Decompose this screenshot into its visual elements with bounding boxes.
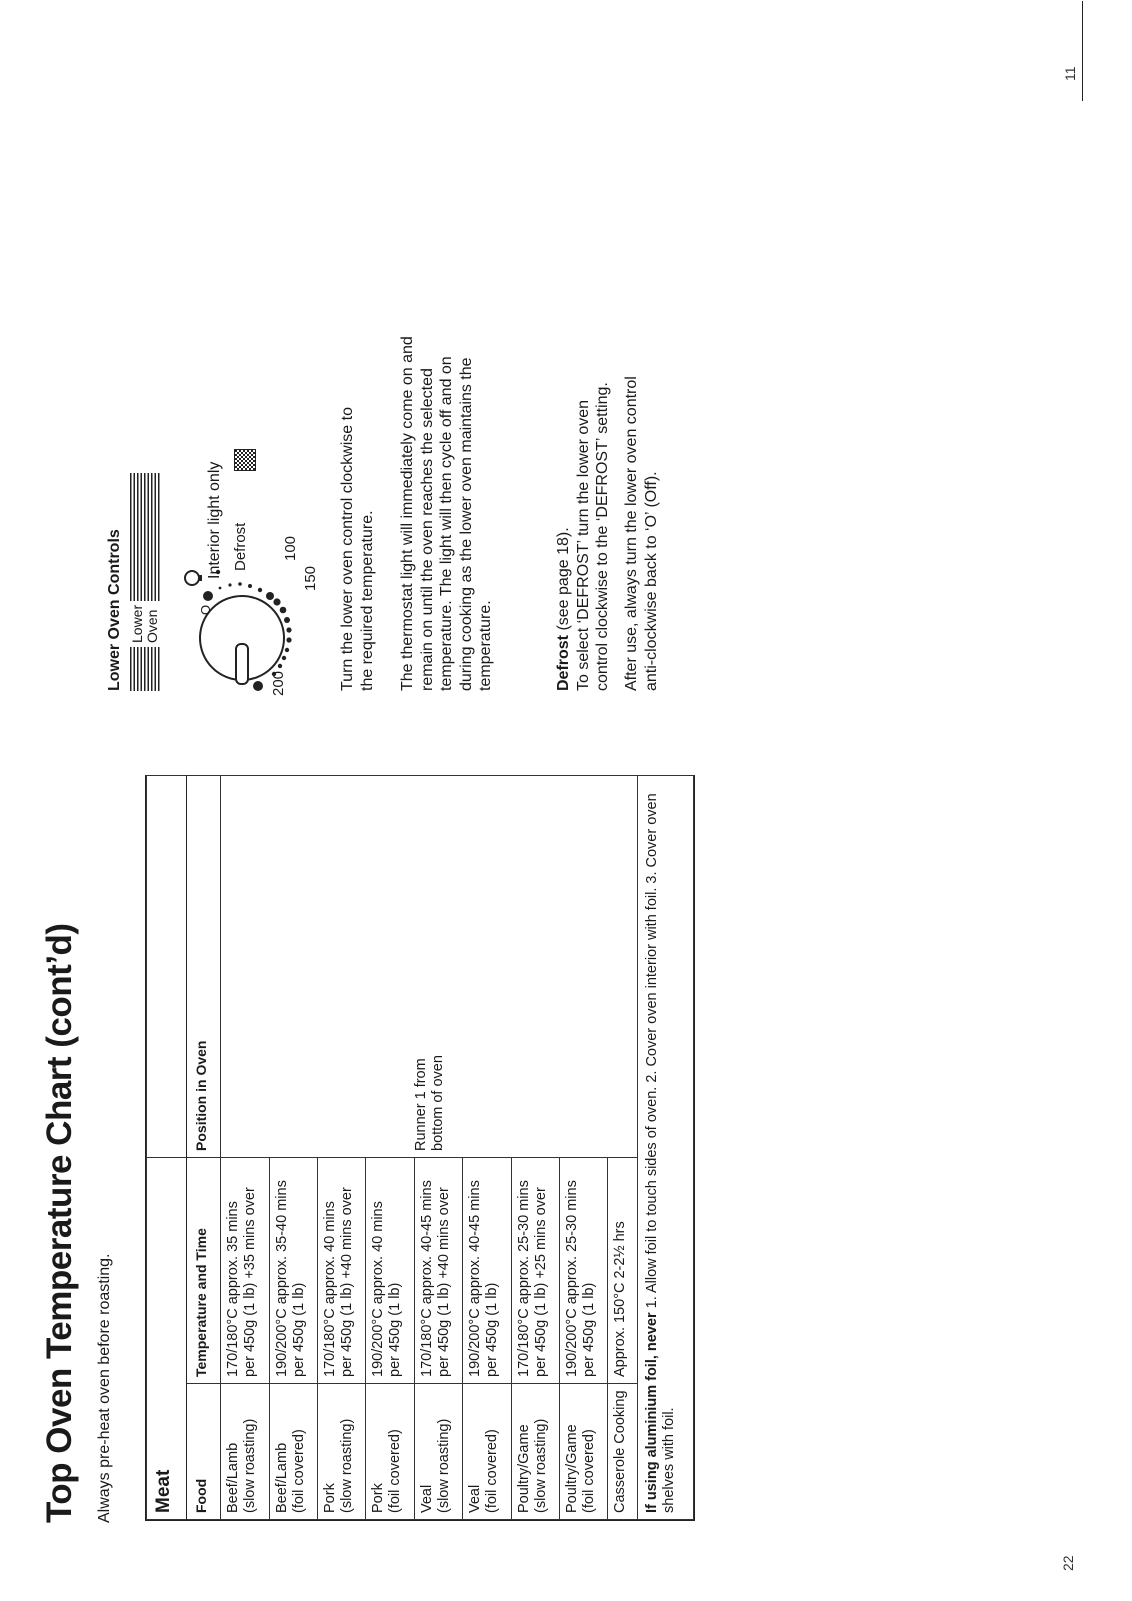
lower-oven-label: Lower Oven xyxy=(129,604,160,643)
header-temp: Temperature and Time xyxy=(187,1157,221,1383)
bulb-icon xyxy=(185,571,199,585)
temperature-chart xyxy=(145,775,695,1521)
footnote-bold: If using aluminium foil, never xyxy=(644,1312,661,1513)
food-cell: Pork (foil covered) xyxy=(366,1384,414,1520)
footnote-row xyxy=(638,775,694,1519)
defrost-heading: Defrost xyxy=(555,634,572,691)
temp-cell: Approx. 150°C 2-2½ hrs xyxy=(608,1157,638,1383)
dial-zero-label: O xyxy=(198,604,213,615)
defrost-paragraph xyxy=(554,371,613,691)
food-cell: Beef/Lamb (slow roasting) xyxy=(221,1384,269,1520)
lower-oven-heading: Lower Oven Controls xyxy=(106,529,123,691)
food-cell: Pork (slow roasting) xyxy=(317,1384,365,1520)
page-number-right: 11 xyxy=(1062,66,1078,81)
page-title: Top Oven Temperature Chart (cont’d) xyxy=(40,923,79,1523)
food-cell: Veal (slow roasting) xyxy=(414,1384,462,1520)
section-title-blank xyxy=(147,775,187,1157)
dial-top-dot xyxy=(203,591,213,601)
food-cell: Poultry/Game (slow roasting) xyxy=(511,1384,559,1520)
temp-cell: 170/180°C approx. 35 mins per 450g (1 lb) +35 mins over xyxy=(221,1157,269,1383)
intro-text: Always pre-heat oven before roasting. xyxy=(96,1253,113,1523)
dial-left-dot xyxy=(253,681,263,691)
chart-table xyxy=(146,775,694,1520)
header-row xyxy=(187,775,221,1519)
temp-cell: 190/200°C approx. 25-30 mins per 450g (1 lb) xyxy=(559,1157,607,1383)
table-row xyxy=(221,775,269,1519)
temp-cell: 190/200°C approx. 35-40 mins per 450g (1 lb) xyxy=(269,1157,317,1383)
dial-label-100: 100 xyxy=(282,535,299,561)
header-food: Food xyxy=(187,1384,221,1520)
stripe-bars-left xyxy=(130,647,160,691)
dial-label-200: 200 xyxy=(270,670,287,696)
section-title: Meat xyxy=(147,1157,187,1519)
footnote-cell xyxy=(638,775,694,1519)
temp-cell: 170/180°C approx. 25-30 mins per 450g (1 lb) +25 mins over xyxy=(511,1157,559,1383)
interior-light-label: Interior light only xyxy=(206,461,223,579)
food-cell: Veal (foil covered) xyxy=(463,1384,511,1520)
food-cell: Poultry/Game (foil covered) xyxy=(559,1384,607,1520)
defrost-page-ref: (see page 18). xyxy=(555,527,572,635)
dial-label-150: 150 xyxy=(302,565,319,591)
temp-cell: 170/180°C approx. 40 mins per 450g (1 lb) +40 mins over xyxy=(317,1157,365,1383)
page-number-left: 22 xyxy=(1060,1555,1076,1571)
food-cell: Beef/Lamb (foil covered) xyxy=(269,1384,317,1520)
position-line-2: bottom of oven xyxy=(430,1055,447,1151)
top-rule xyxy=(1082,1,1083,101)
temp-cell: 190/200°C approx. 40 mins per 450g (1 lb) xyxy=(366,1157,414,1383)
dial-pointer xyxy=(236,644,248,684)
stripe-bars-right xyxy=(130,473,160,601)
defrost-label: Defrost xyxy=(232,522,249,571)
food-cell: Casserole Cooking xyxy=(608,1384,638,1520)
temp-cell: 190/200°C approx. 40-45 mins per 450g (1 lb) xyxy=(463,1157,511,1383)
temp-cell: 170/180°C approx. 40-45 mins per 450g (1 lb) +40 mins over xyxy=(414,1157,462,1383)
instruction-after-use: After use, always turn the lower oven control anti-clockwise back to ‘O’ (Off). xyxy=(623,376,660,691)
instruction-thermostat: The thermostat light will immediately come on and remain on until the oven reaches the selected temperature. The light will then cycle off and on during cooking as the lower oven maintains the temperature. xyxy=(399,336,494,691)
defrost-icon xyxy=(234,449,256,471)
position-line-1: Runner 1 from xyxy=(413,1058,430,1151)
footnote-text: 1. Allow foil to touch sides of oven. 2. Cover oven interior with foil. 3. Cover oven shelves with foil. xyxy=(644,793,678,1513)
defrost-instruction: To select ‘DEFROST’ turn the lower oven control clockwise to the ‘DEFROST’ setting. xyxy=(574,382,611,691)
position-cell xyxy=(221,775,638,1157)
section-row xyxy=(147,775,187,1519)
instruction-turn: Turn the lower oven control clockwise to the required temperature. xyxy=(339,407,376,691)
header-position: Position in Oven xyxy=(187,775,221,1157)
lower-oven-label-row xyxy=(130,473,160,691)
